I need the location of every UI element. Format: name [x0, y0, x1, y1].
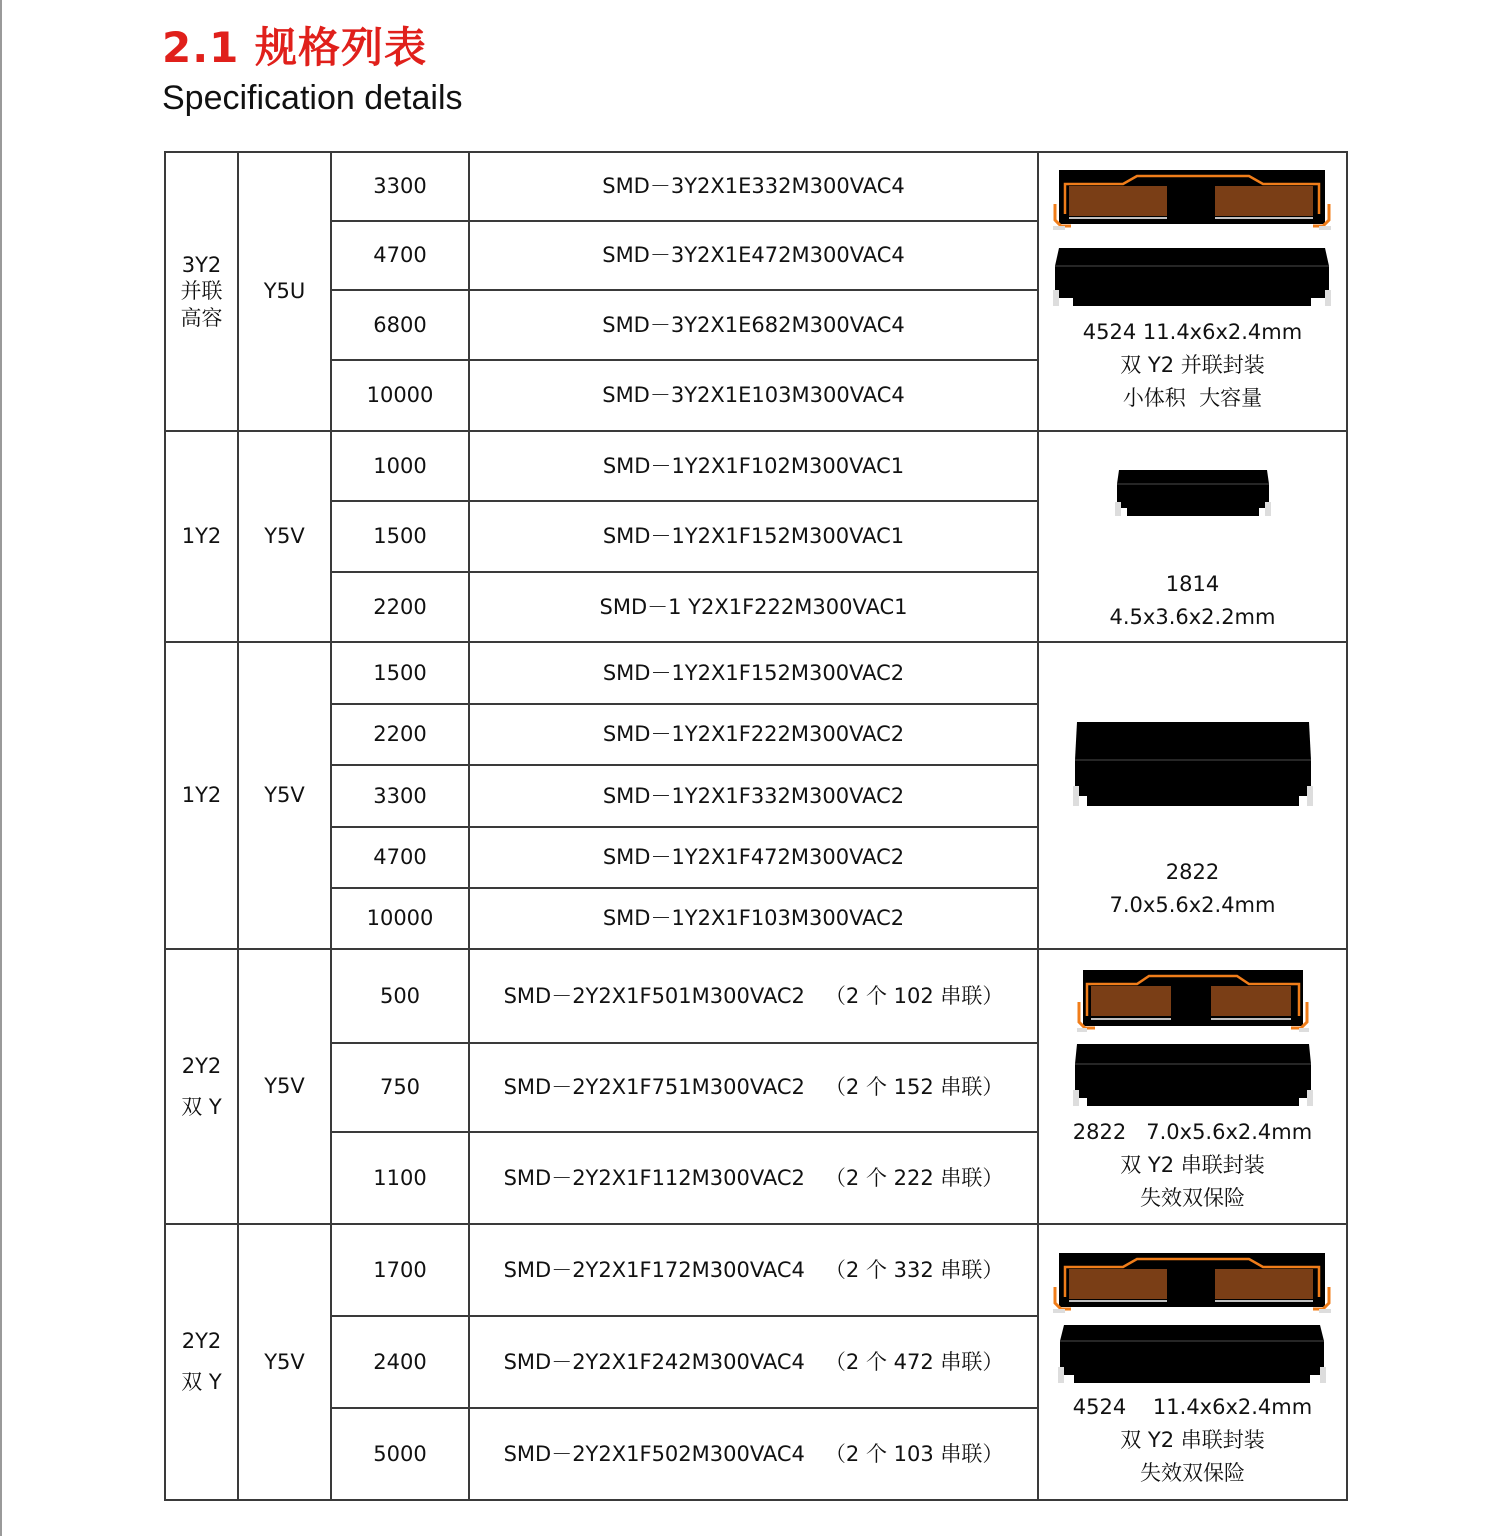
part-number-cell: SMD－1Y2X1F152M300VAC2 [469, 642, 1038, 704]
capacitance-cell: 1500 [331, 642, 469, 704]
package-description [1039, 1116, 1346, 1215]
capacitance-cell: 1700 [331, 1224, 469, 1316]
type-cell [165, 949, 238, 1224]
capacitance-cell: 750 [331, 1043, 469, 1132]
part-number-cell: SMD－3Y2X1E682M300VAC4 [469, 290, 1038, 360]
capacitance-cell: 10000 [331, 360, 469, 431]
capacitance-cell: 3300 [331, 765, 469, 827]
type-line: 双 Y [181, 1094, 222, 1119]
package-line: 2822 [1165, 859, 1220, 884]
package-line: 双 Y2 串联封装 [1120, 1427, 1265, 1452]
capacitance-cell: 5000 [331, 1408, 469, 1500]
type-line: 1Y2 [181, 524, 222, 549]
table-row [165, 1224, 1347, 1316]
capacitance-cell: 4700 [331, 827, 469, 888]
type-line: 2Y2 [181, 1053, 222, 1078]
package-line: 1814 [1165, 571, 1220, 596]
capacitance-cell: 1000 [331, 431, 469, 501]
package-cell [1038, 431, 1347, 642]
package-description [1039, 568, 1346, 634]
page-edge [0, 0, 2, 1536]
package-line: 2822 7.0x5.6x2.4mm [1072, 1120, 1313, 1144]
capacitor-cross-section-icon [1053, 168, 1333, 232]
type-line: 双 Y [181, 1370, 222, 1394]
type-line: 3Y2 [181, 253, 222, 278]
capacitance-cell: 2400 [331, 1316, 469, 1408]
package-line: 失效双保险 [1140, 1186, 1245, 1210]
capacitor-chip-icon [1073, 720, 1313, 812]
capacitance-cell: 4700 [331, 221, 469, 290]
part-number-cell: SMD－2Y2X1F242M300VAC4 （2 个 472 串联） [469, 1316, 1038, 1408]
package-description [1039, 856, 1346, 922]
page-subtitle: Specification details [162, 79, 463, 117]
part-number-cell: SMD－2Y2X1F502M300VAC4 （2 个 103 串联） [469, 1408, 1038, 1500]
part-number-cell: SMD－1Y2X1F472M300VAC2 [469, 827, 1038, 888]
dielectric-cell: Y5V [238, 949, 331, 1224]
capacitor-cross-section-icon [1077, 968, 1309, 1034]
capacitance-cell: 1100 [331, 1132, 469, 1224]
capacitor-chip-icon [1053, 244, 1333, 310]
package-line: 4.5x3.6x2.2mm [1109, 604, 1276, 629]
part-number-cell: SMD－1Y2X1F222M300VAC2 [469, 704, 1038, 765]
package-line: 小体积 大容量 [1122, 386, 1263, 410]
capacitor-chip-icon [1115, 468, 1271, 522]
heading [162, 22, 463, 120]
table-row [165, 949, 1347, 1043]
package-cell [1038, 1224, 1347, 1500]
spec-table [164, 151, 1348, 1501]
dielectric-cell: Y5V [238, 642, 331, 949]
dielectric-cell: Y5V [238, 431, 331, 642]
package-line: 4524 11.4x6x2.4mm [1082, 320, 1303, 344]
type-line: 高容 [180, 305, 223, 330]
package-line: 双 Y2 并联封装 [1120, 353, 1265, 377]
dielectric-cell: Y5V [238, 1224, 331, 1500]
capacitance-cell: 2200 [331, 704, 469, 765]
package-cell [1038, 949, 1347, 1224]
package-line: 7.0x5.6x2.4mm [1109, 892, 1276, 917]
part-number-cell: SMD－2Y2X1F501M300VAC2 （2 个 102 串联） [469, 949, 1038, 1043]
part-number-cell: SMD－1Y2X1F103M300VAC2 [469, 888, 1038, 949]
part-number-cell: SMD－1 Y2X1F222M300VAC1 [469, 572, 1038, 642]
capacitance-cell: 2200 [331, 572, 469, 642]
type-cell [165, 152, 238, 431]
package-cell [1038, 152, 1347, 431]
capacitor-chip-icon [1073, 1042, 1313, 1112]
part-number-cell: SMD－2Y2X1F112M300VAC2 （2 个 222 串联） [469, 1132, 1038, 1224]
part-number-cell: SMD－3Y2X1E103M300VAC4 [469, 360, 1038, 431]
package-line: 4524 11.4x6x2.4mm [1072, 1394, 1313, 1419]
part-number-cell: SMD－1Y2X1F332M300VAC2 [469, 765, 1038, 827]
part-number-cell: SMD－3Y2X1E472M300VAC4 [469, 221, 1038, 290]
package-line: 双 Y2 串联封装 [1120, 1153, 1265, 1177]
part-number-cell: SMD－1Y2X1F102M300VAC1 [469, 431, 1038, 501]
package-line: 失效双保险 [1140, 1460, 1245, 1485]
type-line: 2Y2 [181, 1329, 222, 1354]
capacitance-cell: 6800 [331, 290, 469, 360]
capacitance-cell: 500 [331, 949, 469, 1043]
type-cell [165, 431, 238, 642]
type-line: 1Y2 [181, 783, 222, 808]
table-row [165, 152, 1347, 221]
part-number-cell: SMD－1Y2X1F152M300VAC1 [469, 501, 1038, 572]
part-number-cell: SMD－2Y2X1F172M300VAC4 （2 个 332 串联） [469, 1224, 1038, 1316]
page-title: 2.1 规格列表 [162, 23, 428, 72]
part-number-cell: SMD－3Y2X1E332M300VAC4 [469, 152, 1038, 221]
package-description [1039, 1391, 1346, 1490]
package-description [1039, 316, 1346, 415]
dielectric-cell: Y5U [238, 152, 331, 431]
capacitor-chip-icon [1058, 1321, 1328, 1387]
table-row [165, 642, 1347, 704]
capacitor-cross-section-icon [1053, 1251, 1333, 1315]
type-cell [165, 1224, 238, 1500]
type-cell [165, 642, 238, 949]
capacitance-cell: 10000 [331, 888, 469, 949]
table-row [165, 431, 1347, 501]
package-cell [1038, 642, 1347, 949]
capacitance-cell: 1500 [331, 501, 469, 572]
type-line: 并联 [180, 279, 223, 304]
part-number-cell: SMD－2Y2X1F751M300VAC2 （2 个 152 串联） [469, 1043, 1038, 1132]
capacitance-cell: 3300 [331, 152, 469, 221]
